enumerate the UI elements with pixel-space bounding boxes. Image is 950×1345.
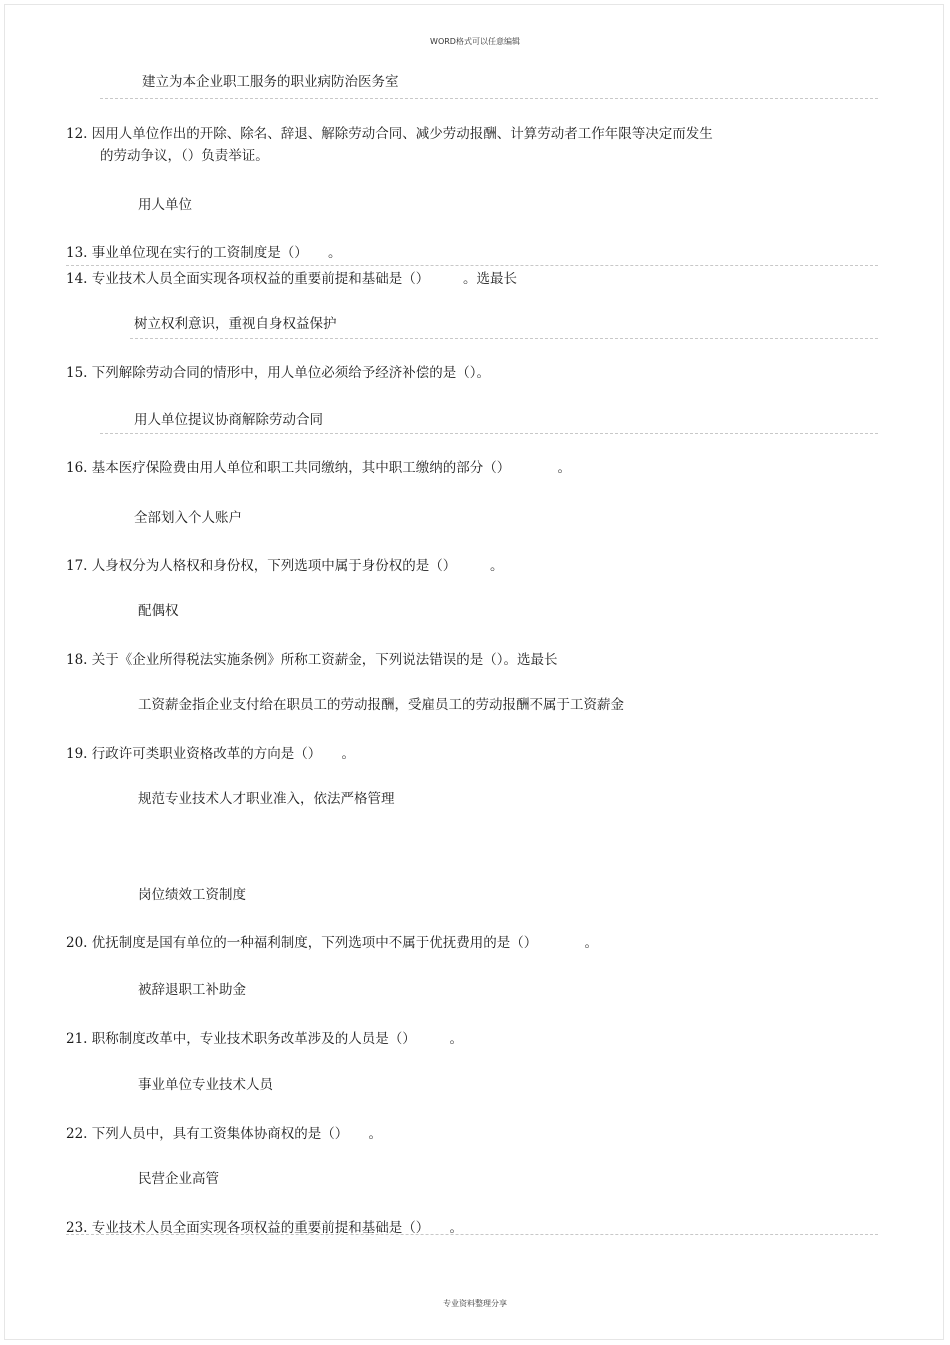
question-13: 13. 事业单位现在实行的工资制度是（） 。 [66,245,342,261]
page-header: WORD格式可以任意编辑 [430,37,520,46]
answer-17: 配偶权 [138,603,179,619]
answer-21: 事业单位专业技术人员 [138,1077,273,1093]
answer-13: 岗位绩效工资制度 [138,887,246,903]
answer-18: 工资薪金指企业支付给在职员工的劳动报酬，受雇员工的劳动报酬不属于工资薪金 [138,697,624,713]
page-footer: 专业资料整理分享 [443,1299,507,1308]
answer-11: 建立为本企业职工服务的职业病防治医务室 [142,74,399,90]
question-23: 23. 专业技术人员全面实现各项权益的重要前提和基础是（） 。 [66,1220,464,1236]
dashed-separator [66,1234,878,1235]
question-22: 22. 下列人员中，具有工资集体协商权的是（） 。 [66,1126,383,1142]
question-12: 12. 因用人单位作出的开除、除名、辞退、解除劳动合同、减少劳动报酬、计算劳动者工作年限等决定而发生 [66,126,713,142]
dashed-separator [100,433,878,434]
answer-14: 树立权利意识，重视自身权益保护 [134,316,337,332]
answer-16: 全部划入个人账户 [134,510,242,526]
question-19: 19. 行政许可类职业资格改革的方向是（） 。 [66,746,356,762]
question-20: 20. 优抚制度是国有单位的一种福利制度，下列选项中不属于优抚费用的是（） 。 [66,935,599,951]
question-21: 21. 职称制度改革中，专业技术职务改革涉及的人员是（） 。 [66,1031,464,1047]
answer-15: 用人单位提议协商解除劳动合同 [134,412,323,428]
question-12-continued: 的劳动争议，（）负责举证。 [100,148,269,164]
answer-19: 规范专业技术人才职业准入，依法严格管理 [138,791,395,807]
answer-22: 民营企业高管 [138,1171,219,1187]
dashed-separator [66,265,878,266]
dashed-separator [130,338,878,339]
answer-20: 被辞退职工补助金 [138,982,246,998]
question-16: 16. 基本医疗保险费由用人单位和职工共同缴纳，其中职工缴纳的部分（） 。 [66,460,572,476]
answer-12: 用人单位 [138,197,192,213]
question-17: 17. 人身权分为人格权和身份权，下列选项中属于身份权的是（） 。 [66,558,504,574]
dashed-separator [100,98,878,99]
question-15: 15. 下列解除劳动合同的情形中，用人单位必须给予经济补偿的是（）。 [66,365,491,381]
question-18: 18. 关于《企业所得税法实施条例》所称工资薪金，下列说法错误的是（）。选最长 [66,652,558,668]
question-14: 14. 专业技术人员全面实现各项权益的重要前提和基础是（） 。选最长 [66,271,518,287]
